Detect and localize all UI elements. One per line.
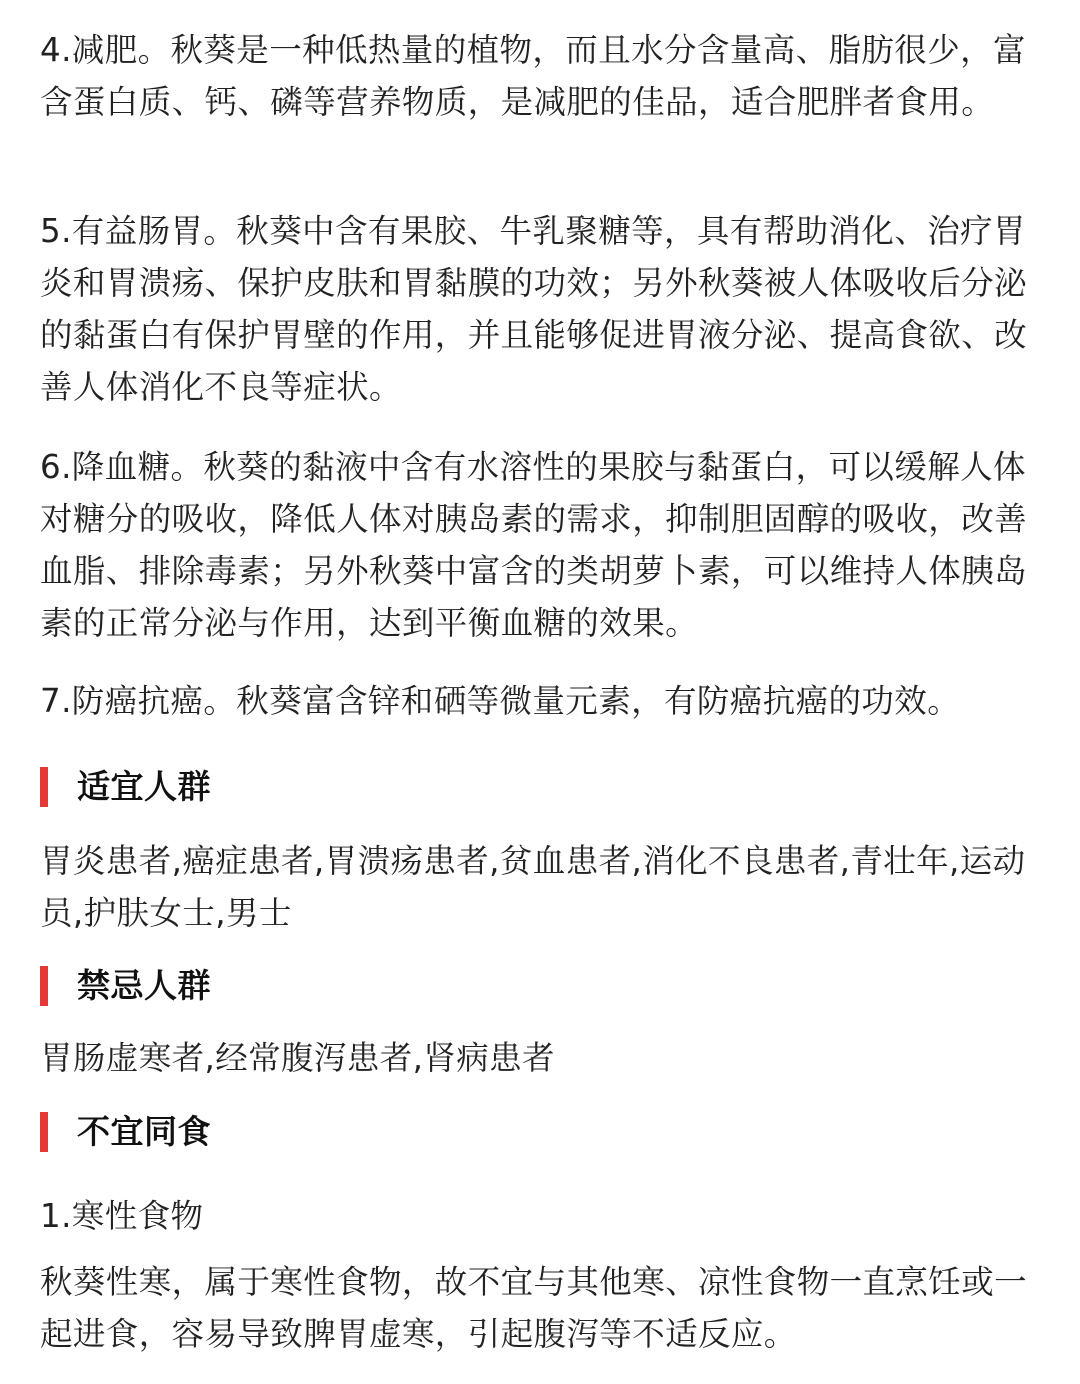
taboo-crowd-text: 胃肠虚寒者,经常腹泻患者,肾病患者 xyxy=(40,1039,555,1077)
heading-accent-bar xyxy=(40,966,48,1006)
suitable-crowd-text: 胃炎患者,癌症患者,胃溃疡患者,贫血患者,消化不良患者,青壮年,运动员,护肤女士,男士 xyxy=(40,842,1026,932)
heading-accent-bar xyxy=(40,767,48,807)
benefit-stomach-health: 5.有益肠胃。秋葵中含有果胶、牛乳聚糖等，具有帮助消化、治疗胃炎和胃溃疡、保护皮肤和胃黏膜的功效；另外秋葵被人体吸收后分泌的黏蛋白有保护胃壁的作用，并且能够促进胃液分泌、提高食欲、改善人体消化不良等症状。 xyxy=(40,212,1028,406)
benefit-weight-loss: 4.减肥。秋葵是一种低热量的植物，而且水分含量高、脂肪很少，富含蛋白质、钙、磷等营养物质，是减肥的佳品，适合肥胖者食用。 xyxy=(40,31,1026,121)
section-heading-taboo xyxy=(40,966,211,1006)
section-heading-incompatible xyxy=(40,1112,211,1152)
incompatible-item-title: 1.寒性食物 xyxy=(40,1197,204,1235)
benefit-anti-cancer: 7.防癌抗癌。秋葵富含锌和硒等微量元素，有防癌抗癌的功效。 xyxy=(40,682,961,720)
heading-accent-bar xyxy=(40,1112,48,1152)
incompatible-item-text: 秋葵性寒，属于寒性食物，故不宜与其他寒、凉性食物一直烹饪或一起进食，容易导致脾胃虚寒，引起腹泻等不适反应。 xyxy=(40,1263,1028,1353)
heading-title-taboo: 禁忌人群 xyxy=(77,966,211,1005)
benefit-blood-sugar: 6.降血糖。秋葵的黏液中含有水溶性的果胶与黏蛋白，可以缓解人体对糖分的吸收，降低人体对胰岛素的需求，抑制胆固醇的吸收，改善血脂、排除毒素；另外秋葵中富含的类胡萝卜素，可以维持人体胰岛素的正常分泌与作用，达到平衡血糖的效果。 xyxy=(40,448,1028,642)
heading-title-incompatible: 不宜同食 xyxy=(77,1112,211,1151)
heading-title-suitable: 适宜人群 xyxy=(77,767,211,806)
section-heading-suitable xyxy=(40,767,211,807)
